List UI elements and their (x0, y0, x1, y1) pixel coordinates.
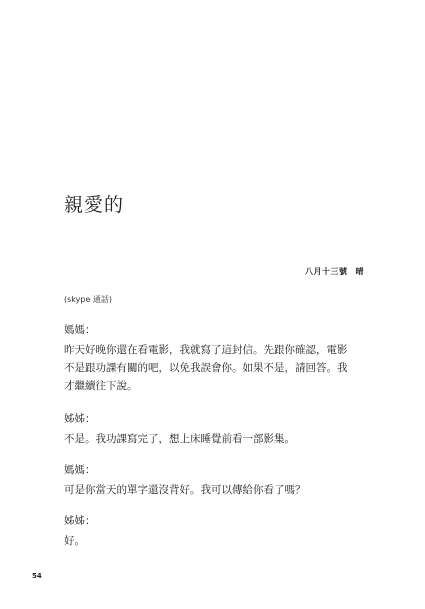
dialog-line: 昨天好晚你還在看電影，我就寫了這封信。先跟你確認，電影 (64, 344, 348, 356)
dialog-line: 才繼續往下說。 (64, 380, 138, 392)
speaker-label: 姊姊： (64, 515, 96, 527)
dialog-line: 不是。我功課寫完了，想上床睡覺前看一部影集。 (64, 433, 295, 445)
dialog-block (64, 513, 364, 550)
dialog-block (64, 322, 364, 395)
dialog-line: 好。 (64, 535, 85, 547)
dateline (305, 266, 364, 277)
dialog-line: 可是你當天的單字還沒背好。我可以傳給你看了嗎？ (64, 484, 306, 496)
dialog-block (64, 462, 364, 499)
dialog-line: 不是跟功課有關的吧，以免我誤會你。如果不是，請回答。我 (64, 362, 348, 374)
letter-title: 親愛的 (64, 194, 125, 216)
speaker-label: 姊姊： (64, 413, 96, 425)
call-note: (skype 通話) (64, 295, 113, 304)
speaker-label: 媽媽： (64, 464, 96, 476)
weather-text: 晴 (355, 267, 364, 276)
speaker-label: 媽媽： (64, 324, 96, 336)
date-text: 八月十三號 (305, 267, 348, 276)
page-number: 54 (32, 572, 42, 580)
dialog-block (64, 411, 364, 448)
